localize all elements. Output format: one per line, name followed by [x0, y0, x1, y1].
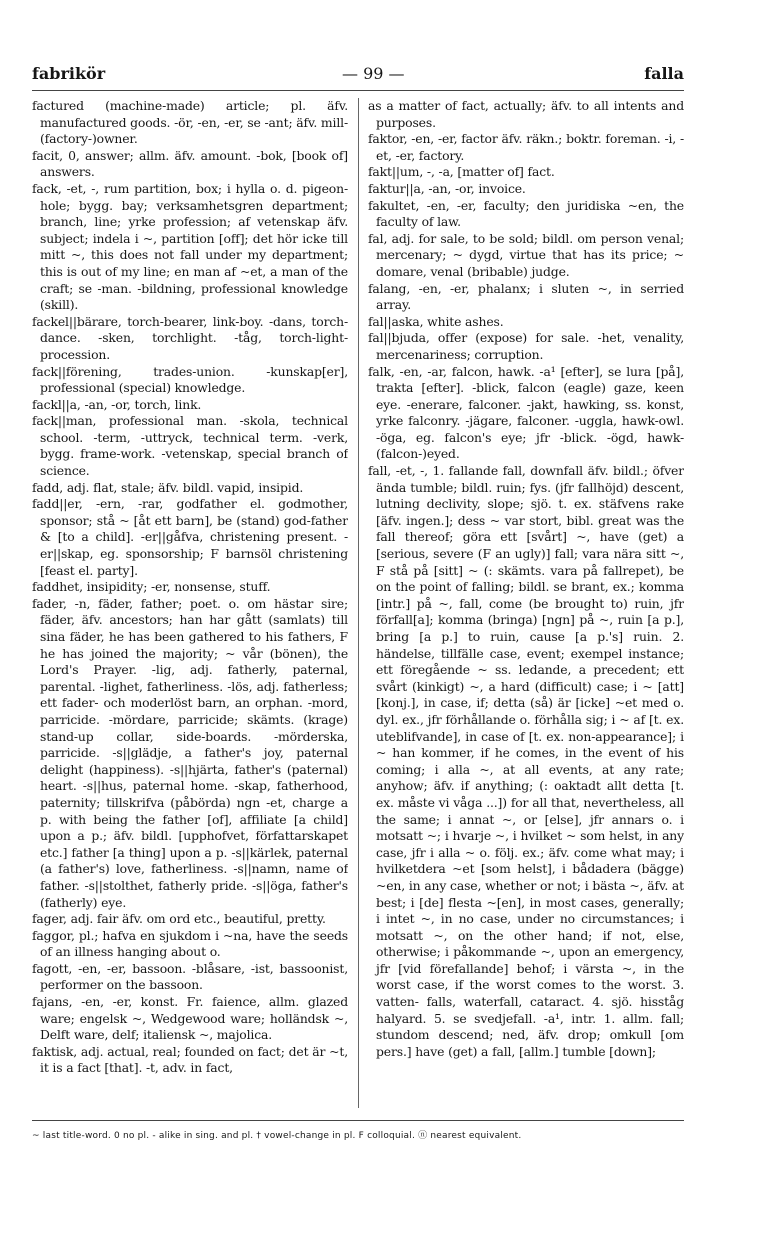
entry: fager, adj. fair äfv. om ord etc., beautiful, pretty. [32, 911, 326, 927]
header-first-word: fabrikör [32, 64, 106, 83]
entry: fajans, -en, -er, konst. Fr. faience, allm. glazed ware; engelsk ~, Wedgewood ware; holländsk ~, Delft ware, delf; italiensk ~, majolica. [32, 994, 348, 1043]
entry: as a matter of fact, actually; äfv. to all intents and purposes. [368, 98, 684, 130]
entry: fadd||er, -ern, -rar, godfather el. godmother, sponsor; stå ~ [åt ett barn], be (stand) god-father & [to a child]. -er||gåfva, christening present. -er||skap, eg. sponsorship; F barnsöl christening [feast el. party]. [32, 496, 348, 578]
entry: falk, -en, -ar, falcon, hawk. -a¹ [efter], se lura [på], trakta [efter]. -blick, falcon (eagle) gaze, keen eye. -enerare, falconer. -jakt, hawking, ss. konst, yrke falconry. -jägare, falconer. -uggla, hawk-owl. -öga, eg. falcon's eye; jfr -blick. -ögd, hawk-(falcon-)eyed. [368, 363, 684, 462]
entry: fader, -n, fäder, father; poet. o. om hästar sire; fäder, äfv. ancestors; han har gått (samlats) till sina fäder, he has been gathered to his fathers, F he has joined the majority; ~ vår (bönen), the Lord's Prayer. -lig, adj. fatherly, paternal, parental. -lighet, fatherliness. -lös, adj. fatherless; ett fader- och moderlöst barn, an orphan. -mord, parricide. -mördare, parricide; skämts. (krage) stand-up collar, side-boards. -mörderska, parricide. -s||glädje, a father's joy, paternal delight (happiness). -s||hjärta, father's (paternal) heart. -s||hus, paternal home. -skap, fatherhood, paternity; tillskrifva (påbörda) ngn -et, charge a p. with being the father [of], affiliate [a child] upon a p.; äfv. bildl. [upphofvet, författarskapet etc.] father [a thing] upon a p. -s||kärlek, paternal (a father's) love, fatherliness. -s||namn, name of father. -s||stolthet, fatherly pride. -s||öga, father's (fatherly) eye. [32, 595, 348, 910]
entry: fakultet, -en, -er, faculty; den juridiska ~en, the faculty of law. [368, 197, 684, 230]
abbreviation-key: ~ last title-word. 0 no pl. - alike in sing. and pl. † vowel-change in pl. F colloquial. ⓝ nearest equivalent. [32, 1131, 522, 1141]
entry: fagott, -en, -er, bassoon. -blåsare, -ist, bassoonist, performer on the bassoon. [32, 960, 348, 993]
entry: facit, 0, answer; allm. äfv. amount. -bok, [book of] answers. [32, 147, 348, 180]
entry: fackel||bärare, torch-bearer, link-boy. -dans, torch-dance. -sken, torchlight. -tåg, torch-light-procession. [32, 313, 348, 362]
entry: fal, adj. for sale, to be sold; bildl. om person venal; mercenary; ~ dygd, virtue that has its price; ~ domare, venal (bribable) judge. [368, 230, 684, 279]
page-number: — 99 — [342, 64, 405, 83]
entry: fakt||um, -, -a, [matter of] fact. [368, 164, 555, 180]
entry: fack||förening, trades-union. -kunskap[er], professional (special) knowledge. [32, 363, 348, 396]
entry: fackl||a, -an, -or, torch, link. [32, 396, 202, 412]
entry: fack, -et, -, rum partition, box; i hylla o. d. pigeon-hole; bygg. bay; verksamhetsgren department; branch, line; yrke profession; af vetenskap äfv. subject; indela i ~, partition [off]; det hör icke till mitt ~, this does not fall under my department; this is out of my line; en man af ~et, a man of the craft; se -man. -bildning, professional knowledge (skill). [32, 180, 348, 313]
entry: faggor, pl.; hafva en sjukdom i ~na, have the seeds of an illness hanging about o. [32, 927, 348, 960]
entry: fack||man, professional man. -skola, technical school. -term, -uttryck, technical term. -verk, bygg. frame-work. -vetenskap, special branch of science. [32, 413, 348, 479]
entry: faktur||a, -an, -or, invoice. [368, 180, 526, 196]
entry: fal||aska, white ashes. [368, 313, 504, 329]
page-header [32, 64, 684, 88]
entry: faktor, -en, -er, factor äfv. räkn.; boktr. foreman. -i, -et, -er, factory. [368, 131, 684, 163]
header-rule [32, 90, 684, 91]
entry: factured (machine-made) article; pl. äfv. manufactured goods. -ör, -en, -er, se -ant; äfv. mill-(factory-)owner. [32, 98, 348, 147]
footer-rule [32, 1120, 684, 1121]
entry: falang, -en, -er, phalanx; i sluten ~, in serried array. [368, 280, 684, 313]
column-divider [358, 98, 359, 1108]
right-column [368, 98, 684, 1108]
entry: fal||bjuda, offer (expose) for sale. -het, venality, mercenariness; corruption. [368, 330, 684, 362]
entry: fadd, adj. flat, stale; äfv. bildl. vapid, insipid. [32, 479, 304, 495]
entry: fall, -et, -, 1. fallande fall, downfall äfv. bildl.; öfver ända tumble; bildl. ruin; fys. (jfr fallhöjd) descent, lutning declivity, slope; sjö. t. ex. stäfvens rake [äfv. ingen.]; dess ~ var stort, bibl. great was the fall thereof; göra ett [svårt] ~, have (get) a [serious, severe (F an ugly)] fall; vara nära sitt ~, F stå på [sitt] ~ (: skämts. vara på fallrepet), be on the point of falling; bildl. se brant, ex.; komma [intr.] på ~, fall, come (be brought to) ruin, jfr förfall[a]; komma (bringa) [ngn] på ~, ruin [a p.], bring [a p.] to ruin, cause [a p.'s] ruin. 2. händelse, tillfälle case, event; exempel instance; ett föregående ~ ss. ledande, a precedent; ett svårt (kinkigt) ~, a hard (difficult) case; i ~ [att] [konj.], in case, if; detta (så) är [icke] ~et med o. dyl. ex., jfr förhållande o. förhålla sig; i ~ af [t. ex. uteblifvande], in case of [t. ex. non-appearance]; i ~ han kommer, if he comes, in the event of his coming; i alla ~, at all events, at any rate; anyhow; äfv. if anything; (: oaktadt allt detta [t. ex. måste vi våga ...]) for all that, nevertheless, all the same; i annat ~, or [else], jfr annars o. i motsatt ~; i hvarje ~, i hvilket ~ som helst, in any case, jfr i alla ~ o. följ. ex.; äfv. come what may; i hvilketdera ~et [som helst], i bådadera (bägge) ~en, in any case, whether or not; i bästa ~, äfv. at best; i [de] flesta ~[en], in most cases, generally; i intet ~, in no case, under no circumstances; i motsatt ~, on the other hand; if not, else, otherwise; i påkommande ~, upon an emergency, jfr [vid förefallande] behof; i värsta ~, in the worst case, if the worst comes to the worst. 3. vatten- falls, waterfall, cataract. 4. sjö. hisståg halyard. 5. se svedjefall. -a¹, intr. 1. allm. fall; stundom descend; ned, äfv. drop; omkull [om pers.] have (get) a fall, [allm.] tumble [down]; [368, 463, 684, 1059]
entry: faktisk, adj. actual, real; founded on fact; det är ~t, it is a fact [that]. -t, adv. in fact, [32, 1043, 348, 1076]
entry: faddhet, insipidity; -er, nonsense, stuff. [32, 579, 271, 595]
left-column [32, 98, 348, 1108]
header-last-word: falla [644, 64, 684, 83]
